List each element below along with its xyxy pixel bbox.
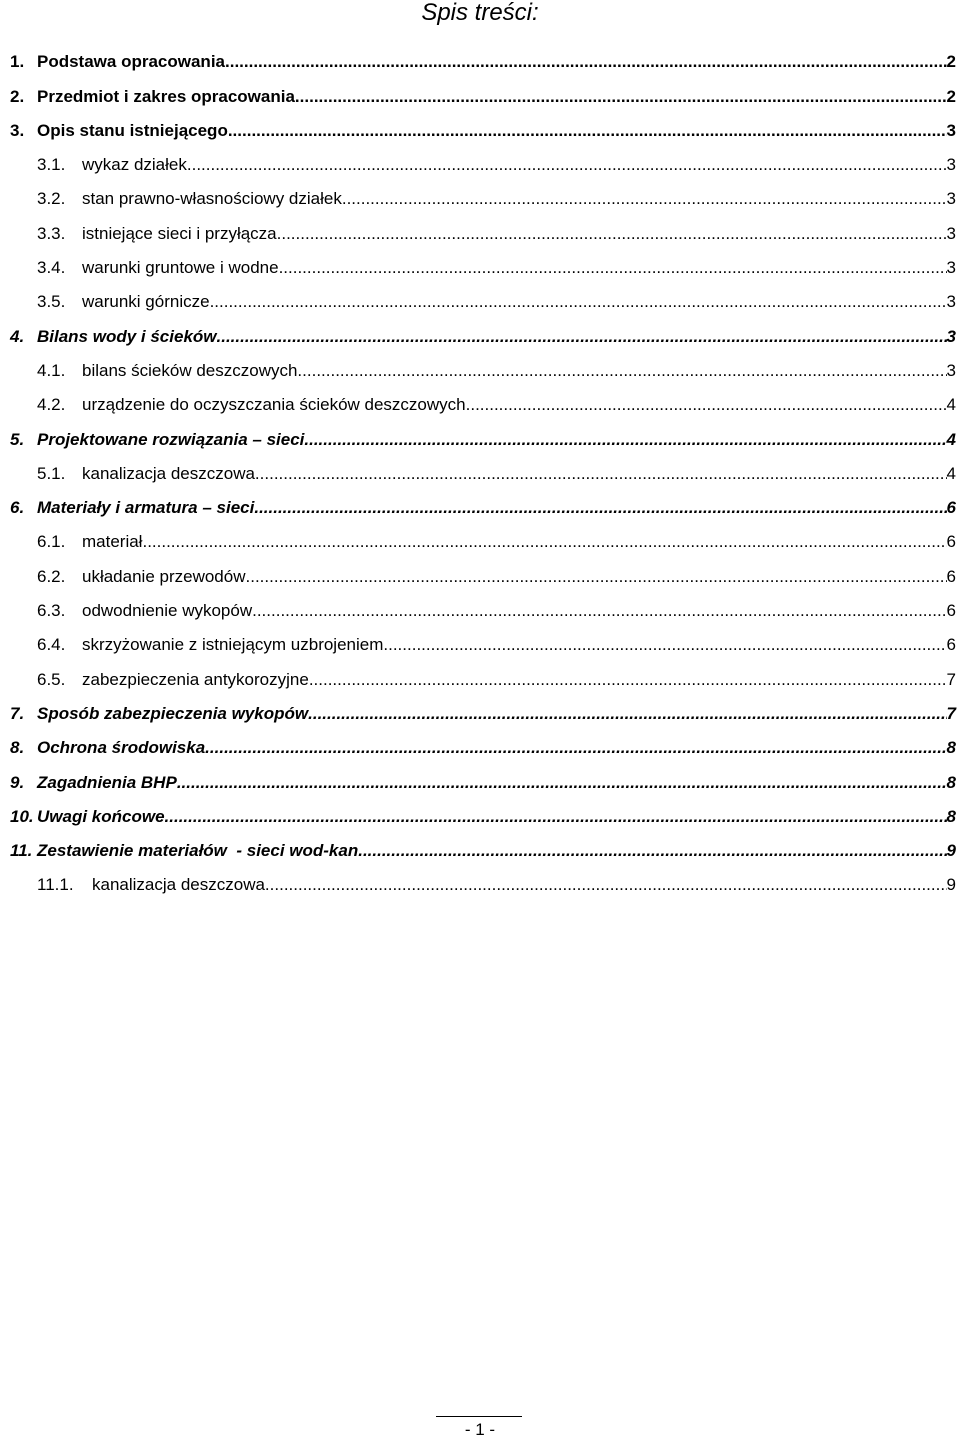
toc-dot-leader [205,738,946,758]
toc-entry-page: 3 [946,360,956,380]
toc-entry-number: 4.1. [37,360,66,380]
toc-dot-leader [342,189,947,209]
toc-entry[interactable] [10,867,956,901]
toc-entry[interactable] [10,730,956,764]
toc-entry-title: Podstawa opracowania [37,52,225,72]
toc-entry-number: 6.3. [37,601,66,621]
toc-entry[interactable] [10,593,956,627]
toc-entry[interactable] [10,661,956,695]
toc-dot-leader [304,430,946,450]
toc-entry-number: 3.2. [37,189,66,209]
toc-entry-title: Bilans wody i ścieków [37,326,217,346]
toc-entry-page: 6 [946,498,956,518]
toc-entry-number: 8. [10,738,25,758]
toc-entry[interactable] [10,456,956,490]
toc-entry[interactable] [10,181,956,215]
toc-entry[interactable] [10,44,956,78]
toc-dot-leader [265,875,947,895]
toc-entry-page: 2 [946,52,956,72]
toc-entry-page: 3 [946,120,956,140]
toc-dot-leader [358,841,946,861]
toc-entry[interactable] [10,215,956,249]
toc-entry[interactable] [10,387,956,421]
toc-entry-number: 3.1. [37,155,66,175]
toc-entry-page: 8 [946,738,956,758]
toc-entry-title: Materiały i armatura – sieci [37,498,255,518]
toc-dot-leader [295,87,947,107]
toc-entry-number: 9. [10,772,25,792]
toc-entry-number: 6.2. [37,566,66,586]
toc-entry-title: kanalizacja deszczowa [82,463,255,483]
toc-entry-page: 9 [946,875,956,895]
toc-dot-leader [177,773,947,793]
toc-entry[interactable] [10,799,956,833]
toc-entry-page: 3 [946,223,956,243]
toc-dot-leader [225,52,947,72]
page-title: Spis treści: [421,0,539,26]
toc-entry-title: istniejące sieci i przyłącza [82,223,277,243]
toc-entry-page: 3 [946,326,956,346]
toc-entry-page: 4 [946,463,956,483]
toc-entry-number: 10. [10,806,34,826]
toc-dot-leader [277,224,947,244]
toc-entry-title: materiał [82,532,143,552]
toc-entry-title: odwodnienie wykopów [82,601,253,621]
toc-dot-leader [466,395,947,415]
toc-entry[interactable] [10,78,956,112]
toc-entry-number: 3.5. [37,292,66,312]
toc-dot-leader [297,361,946,381]
toc-dot-leader [210,292,947,312]
toc-entry-number: 11. [10,841,33,861]
toc-dot-leader [246,567,947,587]
toc-dot-leader [217,327,947,347]
toc-dot-leader [308,704,946,724]
toc-entry-number: 6.4. [37,635,66,655]
toc-entry-page: 7 [946,669,956,689]
toc-entry-title: stan prawno-własnościowy działek [82,189,342,209]
toc-entry-page: 7 [946,703,956,723]
toc-entry[interactable] [10,627,956,661]
toc-dot-leader [228,121,947,141]
toc-entry-page: 8 [946,772,956,792]
toc-entry-title: urządzenie do oczyszczania ścieków deszczowych [82,395,466,415]
toc-entry[interactable] [10,833,956,867]
toc-entry[interactable] [10,764,956,798]
toc-entry-page: 8 [946,806,956,826]
toc-entry[interactable] [10,353,956,387]
toc-entry[interactable] [10,284,956,318]
toc-entry-page: 3 [946,292,956,312]
toc-entry[interactable] [10,524,956,558]
toc-entry-page: 6 [946,532,956,552]
toc-entry[interactable] [10,147,956,181]
toc-entry-page: 6 [946,635,956,655]
toc-entry-page: 9 [946,841,956,861]
toc-dot-leader [142,532,946,552]
toc-entry-title: warunki gruntowe i wodne [82,258,279,278]
toc-entry-number: 3.3. [37,223,66,243]
toc-entry-page: 6 [946,601,956,621]
toc-entry-title: Ochrona środowiska [37,738,206,758]
toc-entry-page: 3 [946,258,956,278]
toc-dot-leader [187,155,947,175]
toc-entry-title: Zestawienie materiałów - sieci wod-kan [37,841,359,861]
toc-entry-number: 5. [10,429,25,449]
toc-entry-title: Zagadnienia BHP [37,772,177,792]
toc-entry[interactable] [10,113,956,147]
toc-entry-page: 2 [946,86,956,106]
toc-dot-leader [309,670,947,690]
toc-entry-number: 7. [10,703,25,723]
toc-dot-leader [252,601,946,621]
toc-entry-title: wykaz działek [82,155,187,175]
toc-entry-title: warunki górnicze [82,292,210,312]
toc-entry-number: 3.4. [37,258,66,278]
toc-entry-title: Uwagi końcowe [37,806,165,826]
toc-dot-leader [279,258,947,278]
toc-entry-title: bilans ścieków deszczowych [82,360,298,380]
toc-entry-page: 3 [946,155,956,175]
page-number: - 1 - [464,1420,496,1439]
toc-entry-title: Opis stanu istniejącego [37,120,228,140]
footer-divider [436,1416,522,1417]
toc-entry-title: zabezpieczenia antykorozyjne [82,669,309,689]
toc-entry-number: 6. [10,498,25,518]
toc-entry-number: 3. [10,120,25,140]
toc-dot-leader [254,498,946,518]
toc-entry-title: Przedmiot i zakres opracowania [37,86,295,106]
toc-entry-number: 4.2. [37,395,66,415]
toc-dot-leader [383,635,946,655]
toc-entry-number: 4. [10,326,25,346]
toc-entry-page: 4 [946,429,956,449]
toc-entry[interactable] [10,558,956,592]
toc-entry-number: 6.5. [37,669,66,689]
toc-entry-number: 2. [10,86,25,106]
toc-entry[interactable] [10,490,956,524]
toc-entry[interactable] [10,318,956,352]
toc-entry-title: skrzyżowanie z istniejącym uzbrojeniem [82,635,384,655]
toc-entry[interactable] [10,250,956,284]
toc-entry[interactable] [10,421,956,455]
toc-entry-page: 3 [946,189,956,209]
toc-entry-title: Projektowane rozwiązania – sieci [37,429,305,449]
toc-entry-title: Sposób zabezpieczenia wykopów [37,703,309,723]
toc-entry-number: 11.1. [37,875,74,895]
toc-entry-title: kanalizacja deszczowa [92,875,265,895]
toc-dot-leader [165,807,947,827]
toc-entry[interactable] [10,696,956,730]
toc-entry-page: 6 [946,566,956,586]
toc-dot-leader [255,464,947,484]
toc-entry-number: 6.1. [37,532,66,552]
toc-entry-number: 5.1. [37,463,66,483]
table-of-contents [10,44,956,901]
toc-entry-title: układanie przewodów [82,566,246,586]
toc-entry-number: 1. [10,52,25,72]
toc-entry-page: 4 [946,395,956,415]
